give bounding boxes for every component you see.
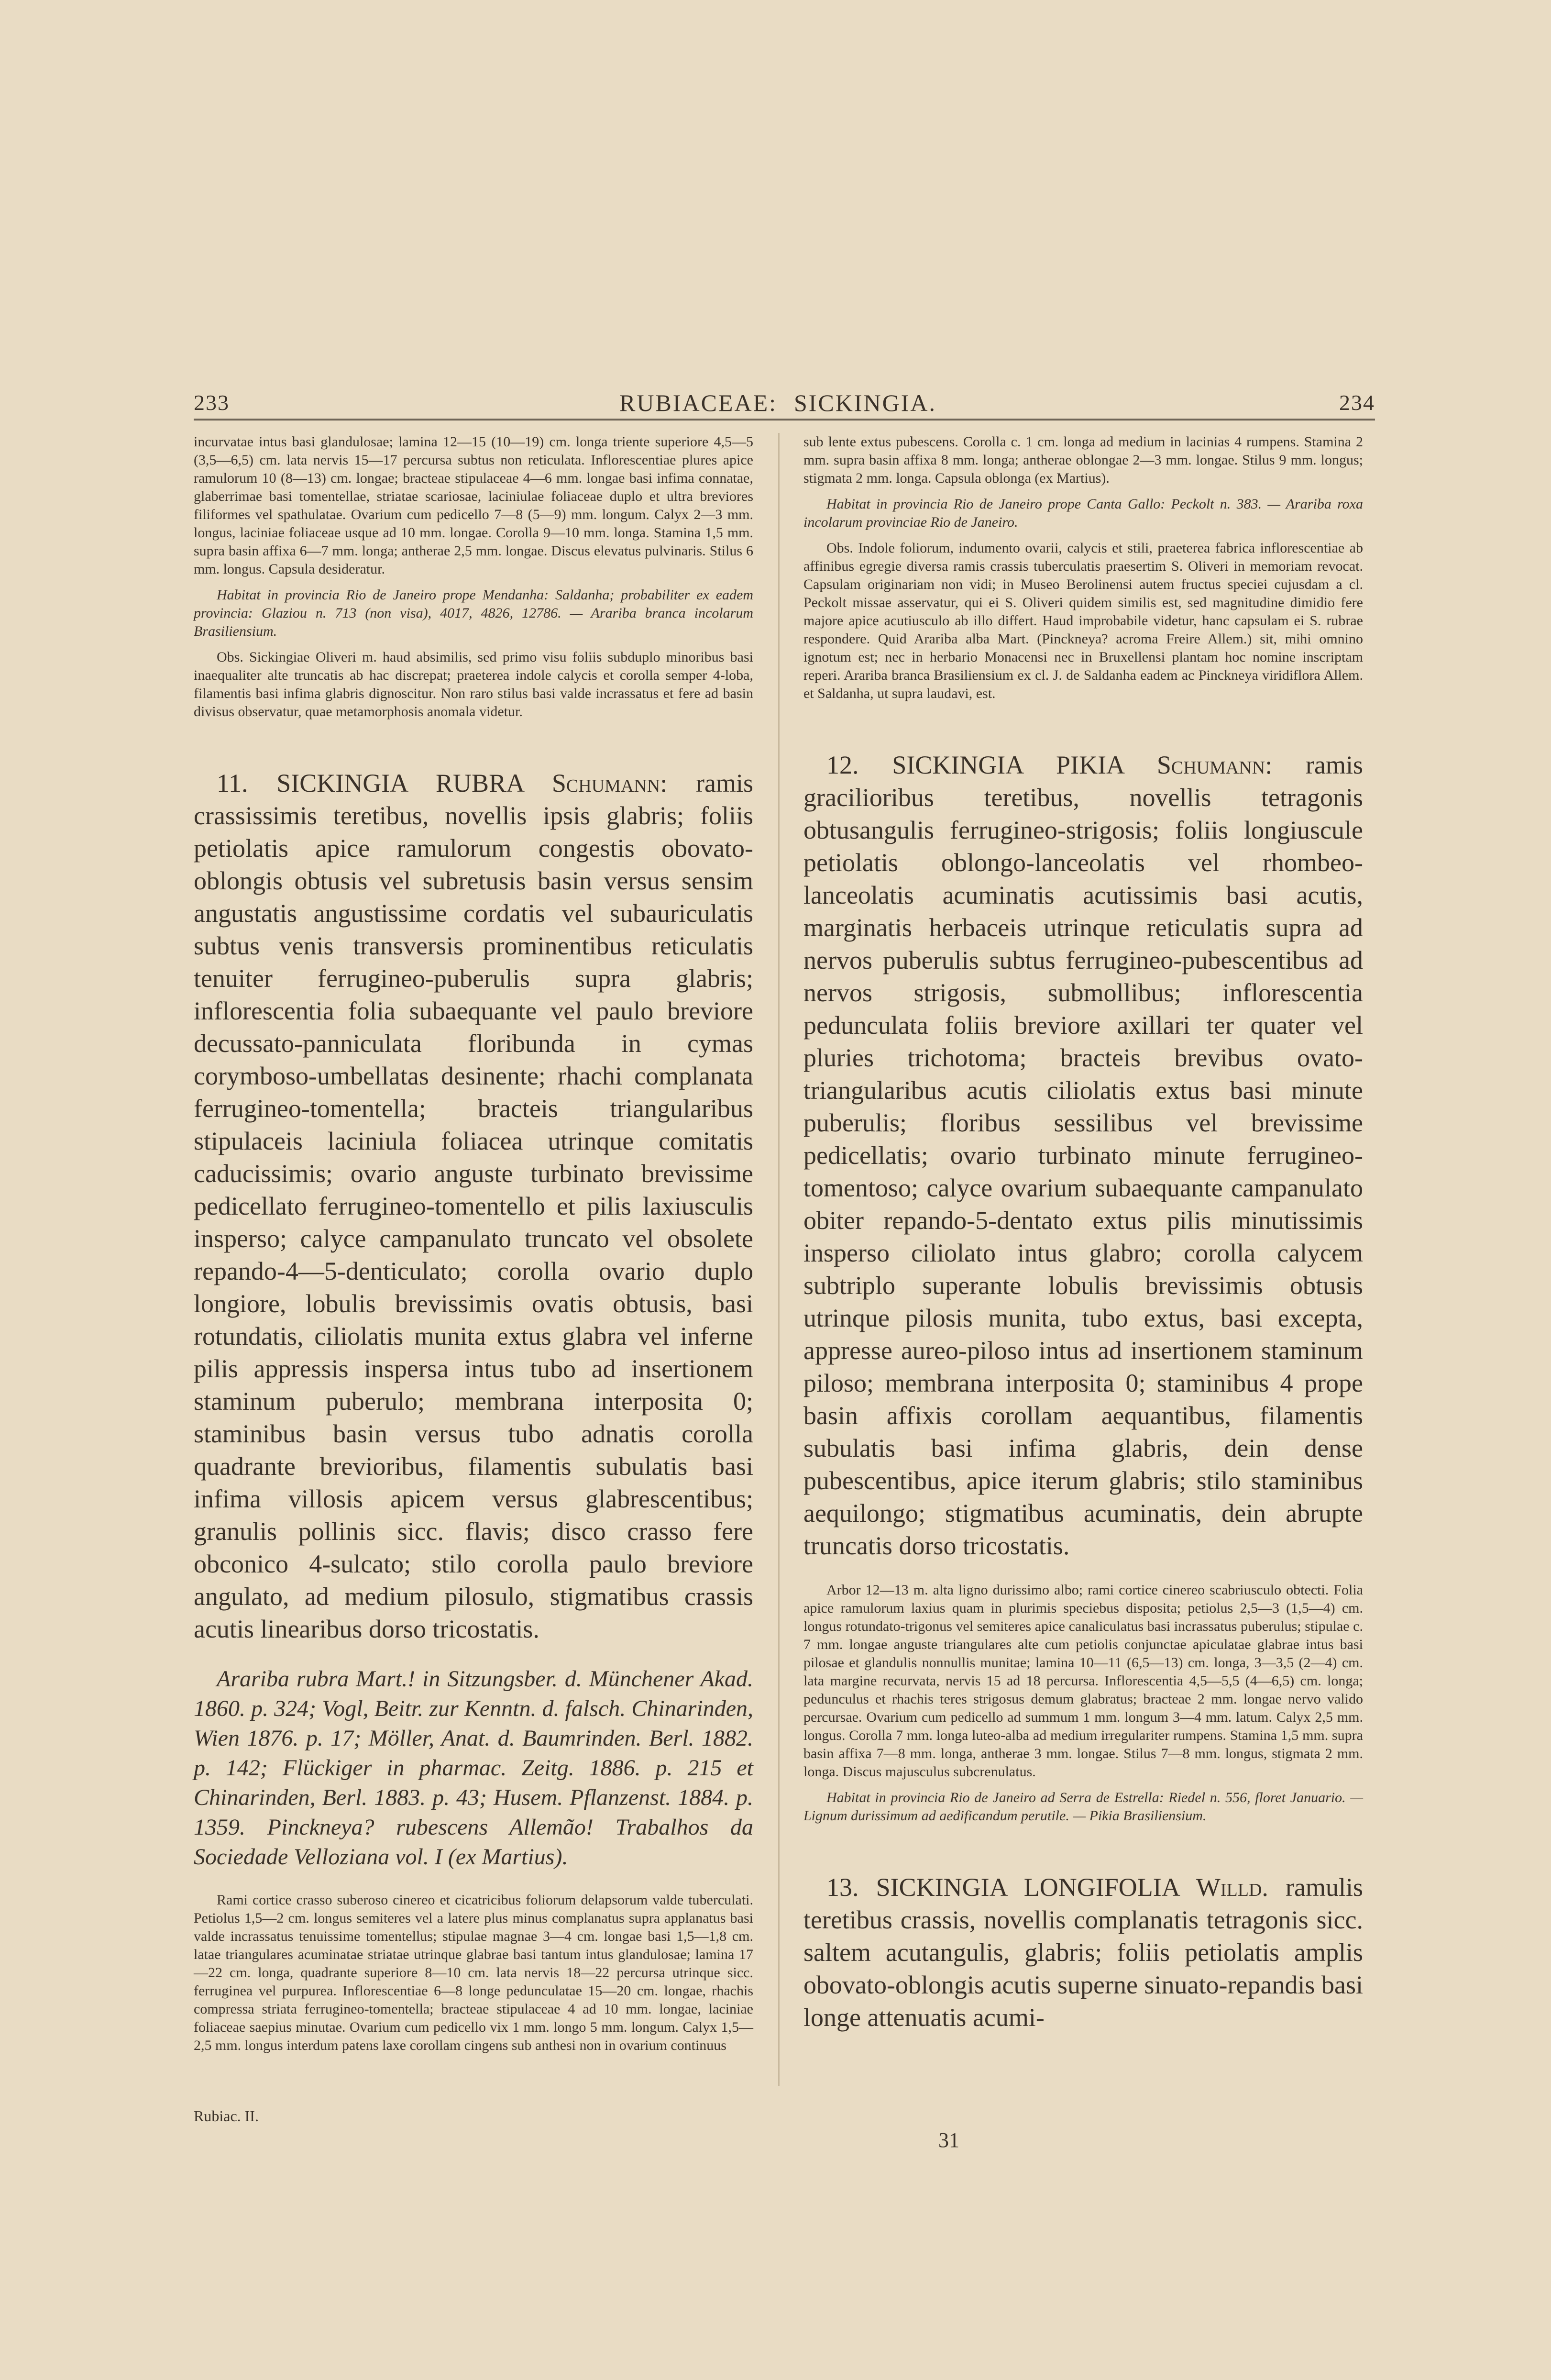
species-author: Schumann: (1156, 751, 1273, 779)
species-number: 11. (217, 769, 248, 797)
page-number-left: 233 (194, 390, 230, 415)
right-column (803, 433, 1363, 2053)
species-13-heading (803, 1871, 1363, 2034)
habitat-paragraph: Habitat in provincia Rio de Janeiro prope Mendanha: Saldanha; probabiliter ex eadem provincia: Glaziou n. 713 (non visa), 4017, 4826, 12786. — Arariba branca incolarum Brasiliensium. (194, 587, 753, 639)
species-name: SICKINGIA RUBRA (276, 769, 524, 797)
species-diagnosis: ramis gracilioribus teretibus, novellis tetragonis obtusangulis ferrugineo-strigosis; foliis longiuscule petiolatis oblongo-lanceolatis vel rhombeo-lanceolatis acuminatis acutissimis basi acutis, marginatis herbaceis utrinque reticulatis supra ad nervos puberulis subtus ferrugineo-pubescentibus ad nervos strigosis, submollibus; inflorescentia pedunculata foliis breviore axillari ter quater vel pluries trichotoma; bracteis brevibus ovato-triangularibus acutis ciliolatis extus basi minute puberulis; floribus sessilibus vel brevissime pedicellatis; ovario turbinato minute ferrugineo-tomentoso; calyce ovarium subaequante campanulato obiter repando-5-dentato extus pilis minutissimis insperso ciliolato intus glabro; corolla calycem subtriplo superante lobulis brevissimis obtusis utrinque pilosis munita, tubo extus, basi excepta, appresse aureo-piloso intus ad insertionem staminum piloso; membrana interposita 0; staminibus 4 prope basin affixis corollam aequantibus, filamentis subulatis basi infima glabris, dein dense pubescentibus, apice iterum glabris; stilo staminibus aequilongo; stigmatibus acuminatis, dein abrupte truncatis dorso tricostatis. (803, 751, 1364, 1560)
species-number: 13. (826, 1873, 859, 1902)
description-continuation: incurvatae intus basi glandulosae; lamina 12—15 (10—19) cm. longa triente superiore 4,5—5 (3,5—6,5) cm. lata nervis 15—17 percursa subtus non reticulata. Inflorescentiae plures apice ramulorum 10 (8—13) cm. longae; bracteae stipulaceae 4—6 mm. longae basi infima connatae, glaberrimae basi tomentellae, striatae scariosae, laciniulae foliaceae duplo et ultra breviores filiformes vel spathulatae. Ovarium cum pedicello 7—8 (5—9) mm. longum. Calyx 2—3 mm. longus, laciniae foliaceae usque ad 10 mm. longae. Corolla 9—10 mm. longa. Stamina 1,5 mm. supra basin affixa 6—7 mm. longa; antherae 2,5 mm. longae. Discus elevatus pulvinaris. Stilus 6 mm. longus. Capsula desideratur. (194, 434, 753, 577)
species-name: SICKINGIA PIKIA (892, 751, 1124, 779)
species-12-habitat: Habitat in provincia Rio de Janeiro ad Serra de Estrella: Riedel n. 556, floret Januario. — Lignum durissimum ad aedificandum perutile. — Pikia Brasiliensium. (803, 1790, 1363, 1824)
species-11-detail: Rami cortice crasso suberoso cinereo et cicatricibus foliorum delapsorum valde tuberculati. Petiolus 1,5—2 cm. longus semiteres vel a latere plus minus complanatus supra applanatus basi valde incrassatus tenuissime tomentellus; stipulae magnae 3—4 cm. longae basi 1,5—1,8 cm. latae triangulares acuminatae striatae utrinque glabrae basi tantum intus glandulosae; lamina 17—22 cm. longa, quadrante superiore 8—10 cm. lata nervis 18—22 percursa utrinque sicc. ferruginea vel purpurea. Inflorescentiae 6—8 longe pedunculatae 15—20 cm. longae, rhachis compressa striata ferrugineo-tomentella; bracteae stipulaceae 4 ad 10 mm. longae, laciniae foliaceae saepius minutae. Ovarium cum pedicello vix 1 mm. longo 5 mm. longum. Calyx 1,5—2,5 mm. longus interdum patens laxe corollam cingens sub anthesi non in ovarium continuus (194, 1892, 753, 2053)
description-continuation-right: sub lente extus pubescens. Corolla c. 1 cm. longa ad medium in lacinias 4 rumpens. Stamina 2 mm. supra basin affixa 8 mm. longa; antherae oblongae 2—3 mm. longae. Stilus 9 mm. longus; stigmata 2 mm. longa. Capsula oblonga (ex Martius). (803, 434, 1363, 486)
habitat-paragraph-right: Habitat in provincia Rio de Janeiro prope Canta Gallo: Peckolt n. 383. — Arariba roxa incolarum provinciae Rio de Janeiro. (803, 496, 1363, 530)
column-divider (778, 433, 780, 2086)
species-diagnosis: ramis crassissimis teretibus, novellis ipsis glabris; foliis petiolatis apice ramulorum congestis obovato-oblongis obtusis vel subretusis basin versus sensim angustatis angustissime cordatis vel subauriculatis subtus venis transversis prominentibus reticulatis tenuiter ferrugineo-puberulis supra glabris; inflorescentia folia subaequante vel paulo breviore decussato-panniculata floribunda in cymas corymboso-umbellatas desinente; rhachi complanata ferrugineo-tomentella; bracteis triangularibus stipulaceis laciniula foliacea utrinque comitatis caducissimis; ovario anguste turbinato brevissime pedicellato ferrugineo-tomentello et pilis laxiusculis insperso; calyce campanulato truncato vel obsolete repando-4—5-denticulato; corolla ovario duplo longiore, lobulis brevissimis ovatis obtusis, basi rotundatis, ciliolatis munita extus glabra vel inferne pilis appressis inspersa intus tubo ad insertionem staminum puberulo; membrana interposita 0; staminibus basin versus tubo adnatis corolla quadrante brevioribus, filamentis subulatis basi infima villosis apicem versus glabrescentibus; granulis pollinis sicc. flavis; disco crasso fere obconico 4-sulcato; stilo corolla paulo breviore angulato, ad medium pilosulo, stigmatibus crassis acutis linearibus dorso tricostatis. (194, 769, 754, 1643)
left-column (194, 433, 753, 2062)
species-11-heading (194, 767, 753, 1645)
observation-paragraph: Obs. Sickingiae Oliveri m. haud absimilis, sed primo visu foliis subduplo minoribus basi inaequaliter alte truncatis ab hac discrepat; praeterea indole calycis et corolla semper 4-loba, filamentis basi infima glabris dignoscitur. Non raro stilus basi valde incrassatus et fere ad basin divisus observatur, quae metamorphosis anomala videtur. (194, 649, 753, 720)
species-number: 12. (826, 751, 859, 779)
signature-mark: Rubiac. II. (194, 2107, 259, 2125)
sheet-number: 31 (938, 2128, 959, 2152)
species-diagnosis: ramulis teretibus crassis, novellis complanatis tetragonis sicc. saltem acutangulis, glabris; foliis petiolatis amplis obovato-oblongis acutis superne sinuato-repandis basi longe attenuatis acumi- (803, 1873, 1364, 2032)
running-title-left: RUBIACEAE: (619, 389, 777, 416)
running-title-right: SICKINGIA. (794, 389, 937, 416)
species-author: Schumann: (551, 769, 668, 797)
species-12-heading (803, 749, 1363, 1562)
synonymy-paragraph: Arariba rubra Mart.! in Sitzungsber. d. Münchener Akad. 1860. p. 324; Vogl, Beitr. zur Kenntn. d. falsch. Chinarinden, Wien 1876. p. 17; Möller, Anat. d. Baumrinden. Berl. 1882. p. 142; Flückiger in pharmac. Zeitg. 1886. p. 215 et Chinarinden, Berl. 1883. p. 43; Husem. Pflanzenst. 1884. p. 1359. Pinckneya? rubescens Allemão! Trabalhos da Sociedade Velloziana vol. I (ex Martius). (194, 1666, 753, 1870)
page-number-right: 234 (1339, 390, 1375, 415)
species-name: SICKINGIA LONGIFOLIA (876, 1873, 1179, 1902)
species-author: Willd. (1196, 1873, 1268, 1902)
running-head (194, 380, 1375, 421)
species-12-detail: Arbor 12—13 m. alta ligno durissimo albo; rami cortice cinereo scabriusculo obtecti. Folia apice ramulorum laxius quam in plurimis speciebus disposita; petiolus 2,5—3 (1,5—4) cm. longus rotundato-trigonus vel semiteres apice canaliculatus basi incrassatus puberulus; stipulae c. 7 mm. longae anguste triangulares alte cum petiolis conjunctae apiculatae glabrae intus basi pilosae et glandulis nonnullis munitae; lamina 10—11 (6,5—13) cm. longa, 3—3,5 (2—4) cm. lata margine recurvata, nervis 15 ad 18 percursa. Inflorescentia 4,5—5,5 (4—6,5) cm. longa; pedunculus et rhachis teres strigosus demum glabratus; bracteae 2 mm. longae nervo valido percursae. Ovarium cum pedicello ad summum 1 mm. longum 3—4 mm. latum. Calyx 2,5 mm. longus. Corolla 7 mm. longa luteo-alba ad medium irregulariter rumpens. Stamina 1,5 mm. supra basin affixa 7—8 mm. longa, antherae 3 mm. longae. Stilus 7—8 mm. longus, stigmata 2 mm. longa. Discus majusculus subcrenulatus. (803, 1582, 1363, 1780)
observation-paragraph-right: Obs. Indole foliorum, indumento ovarii, calycis et stili, praeterea fabrica inflorescentiae ab affinibus egregie diversa ramis crassis tuberculatis praesertim S. Oliveri in memoriam revocat. Capsulam originariam non vidi; in Museo Berolinensi autem fructus speciei cujusdam a cl. Peckolt missae asservatur, qui ei S. Oliveri quidem similis est, sed magnitudine dimidio fere majore apice acutiusculo ab illo differt. Haud improbabile videtur, hanc capsulam ei S. rubrae respondere. Quid Arariba alba Mart. (Pinckneya? acroma Freire Allem.) sit, mihi omnino ignotum est; nec in herbario Monacensi nec in Bruxellensi plantam hoc nomine inscriptam reperi. Arariba branca Brasiliensium ex cl. J. de Saldanha eadem ac Pinckneya viridiflora Allem. et Saldanha, ut supra laudavi, est. (803, 540, 1363, 701)
